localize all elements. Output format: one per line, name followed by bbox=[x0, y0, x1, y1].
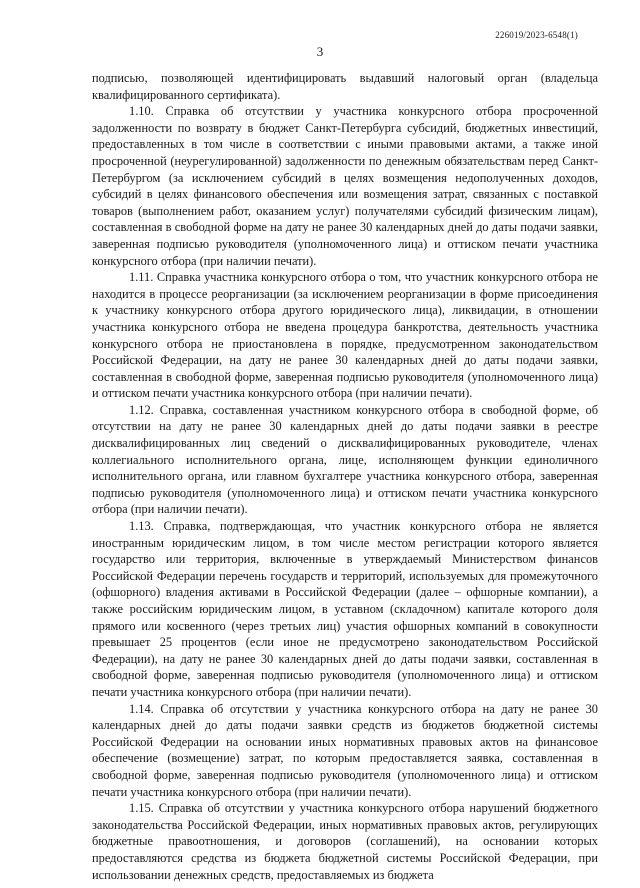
document-id: 226019/2023-6548(1) bbox=[495, 30, 578, 40]
paragraph: 1.10. Справка об отсутствии у участника конкурсного отбора просроченной задолженности по возврату в бюджет Санкт-Петербурга субсидий, бюджетных инвестиций, предоставленных в том числе в соответствии с иными правовыми актами, а также иной просроченной (неурегулированной) задолженности по денежным обязательствам перед Санкт-Петербургом (за исключением субсидий в целях возмещения недополученных доходов, субсидий в целях финансового обеспечения или возмещения затрат, связанных с поставкой товаров (выполнением работ, оказанием услуг) получателями субсидий физическим лицам), составленная в свободной форме на дату не ранее 30 календарных дней до даты подачи заявки, заверенная подписью руководителя (уполномоченного лица) и оттиском печати участника конкурсного отбора (при наличии печати). bbox=[92, 104, 598, 268]
paragraph: 1.15. Справка об отсутствии у участника конкурсного отбора нарушений бюджетного законодательства Российской Федерации, иных нормативных правовых актов, регулирующих бюджетные правоотношения, и договоров (соглашений), на основании которых предоставляются средства из бюджета бюджетной системы Российской Федерации, при использовании денежных средств, предоставляемых из бюджета bbox=[92, 801, 598, 882]
paragraph: 1.11. Справка участника конкурсного отбора о том, что участник конкурсного отбора не находится в процессе реорганизации (за исключением реорганизации в форме присоединения к участнику конкурсного отбора другого юридического лица), ликвидации, в отношении участника конкурсного отбора не введена процедура банкротства, деятельность участника конкурсного отбора не приостановлена в порядке, предусмотренном законодательством Российской Федерации, на дату не ранее 30 календарных дней до даты подачи заявки, составленная в свободной форме, заверенная подписью руководителя (уполномоченного лица) и оттиском печати участника конкурсного отбора (при наличии печати). bbox=[92, 270, 598, 401]
paragraph: подписью, позволяющей идентифицировать выдавший налоговый орган (владельца квалифицированного сертификата). bbox=[92, 71, 598, 102]
paragraph: 1.14. Справка об отсутствии у участника конкурсного отбора на дату не ранее 30 календарных дней до даты подачи заявки средств из бюджетов бюджетной системы Российской Федерации на основании иных нормативных правовых актов на финансовое обеспечение (возмещение) затрат, по которым предоставляется заявка, составленная в свободной форме, заверенная подписью руководителя (уполномоченного лица) и оттиском печати участника конкурсного отбора (при наличии печати). bbox=[92, 701, 598, 799]
paragraph: 1.13. Справка, подтверждающая, что участник конкурсного отбора не является иностранным юридическим лицом, в том числе местом регистрации которого является государство или территория, включенные в утверждаемый Министерством финансов Российской Федерации перечень государств и территорий, используемых для промежуточного (офшорного) владения активами в Российской Федерации (далее – офшорные компании), а также российским юридическим лицом, в уставном (складочном) капитале которого доля прямого или косвенного (через третьих лиц) участия офшорных компаний в совокупности превышает 25 процентов (если иное не предусмотрено законодательством Российской Федерации), на дату не ранее 30 календарных дней до даты подачи заявки, составленная в свободной форме, заверенная подписью руководителя (уполномоченного лица) и оттиском печати участника конкурсного отбора (при наличии печати). bbox=[92, 519, 598, 699]
document-body bbox=[92, 70, 598, 883]
page-number: 3 bbox=[316, 44, 324, 59]
paragraph: 1.12. Справка, составленная участником конкурсного отбора в свободной форме, об отсутствии на дату не ранее 30 календарных дней до даты подачи заявки в реестре дисквалифицированных лиц сведений о дисквалифицированных руководителе, членах коллегиального исполнительного органа, лице, исполняющем функции единоличного исполнительного органа, или главном бухгалтере участника конкурсного отбора, заверенная подписью руководителя (уполномоченного лица) и оттиском печати участника конкурсного отбора (при наличии печати). bbox=[92, 402, 598, 517]
